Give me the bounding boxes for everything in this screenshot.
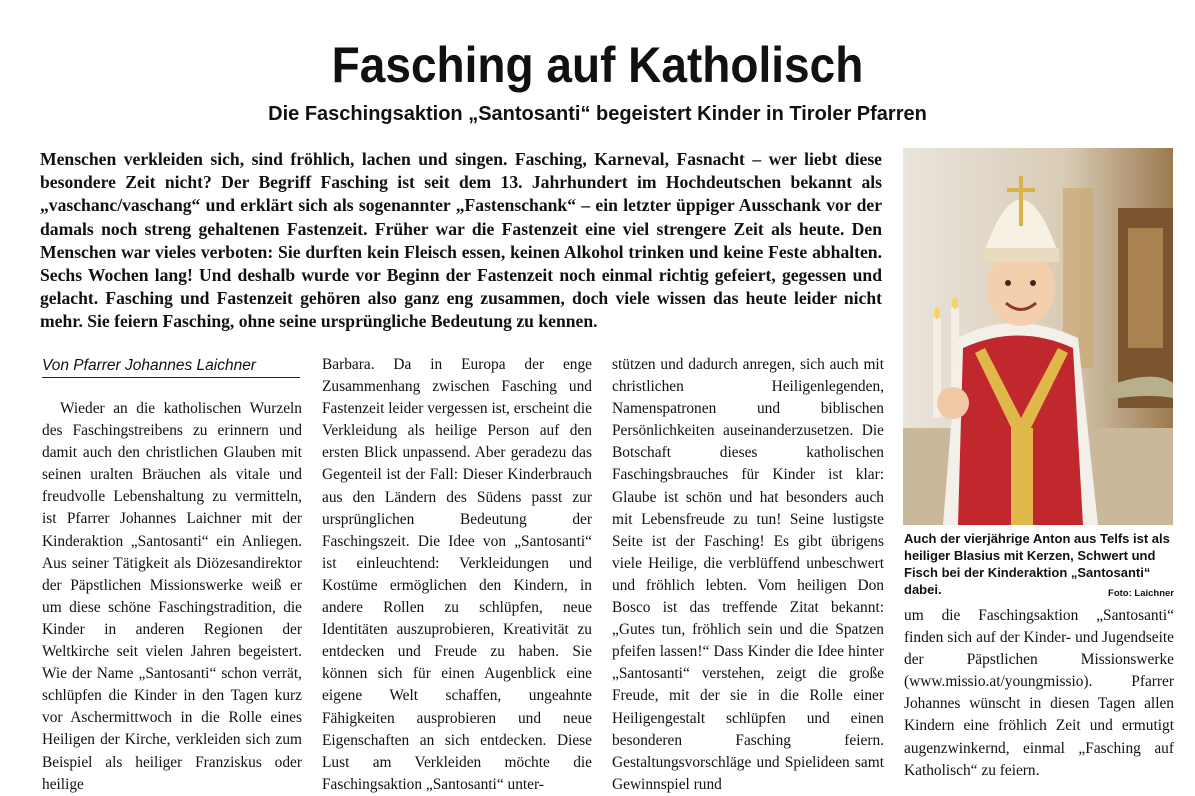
photo-caption-text: Auch der vierjährige Anton aus Telfs ist als heiliger Blasius mit Kerzen, Schwert und Fisch bei der Kinderaktion „Santosanti“ dabei.: [904, 531, 1170, 597]
article-subheadline: Die Faschingsaktion „Santosanti“ begeistert Kinder in Tiroler Pfarren: [268, 103, 927, 125]
article-headline: Fasching auf Katholisch: [331, 37, 864, 93]
photo-caption: [904, 530, 1174, 602]
photo-child-bishop-costume-icon: [903, 148, 1173, 525]
article-column-2: Barbara. Da in Europa der enge Zusammenhang zwischen Fasching und Fastenzeit leider vergessen ist, erscheint die Verkleidung als heilige Person auf den ersten Blick unpassend. Aber geradezu das Gegenteil ist der Fall: Dieser Kinderbrauch aus den Ländern des Südens passt zur ursprünglichen Bedeutung der Faschingszeit. Die Idee von „Santosanti“ ist einleuchtend: Verkleidungen und Kostüme ermöglichen den Kindern, in andere Rollen zu schlüpfen, neue Identitäten auszuprobieren, Kreativität zu entdecken und Freude zu haben. Sie können sich für einen Augenblick eine eigene Welt schaffen, ungeahnte Fähigkeiten ausprobieren und neue Eigenschaften an sich entdecken. Diese Lust am Verkleiden möchte die Faschingsaktion „Santosanti“ unter-: [322, 356, 592, 793]
article-column-4: um die Faschingsaktion „Santosanti“ finden sich auf der Kinder- und Jugendseite der Päpstlichen Missionswerke (www.missio.at/youngmissio). Pfarrer Johannes wünscht in diesen Tagen allen Kindern eine fröhlich Zeit und ermutigt augenzwinkernd, einmal „Fasching auf Katholisch“ zu feiern.: [904, 607, 1174, 779]
byline: Von Pfarrer Johannes Laichner: [42, 357, 300, 378]
photo-credit: Foto: Laichner: [1108, 588, 1174, 599]
article-photo: [903, 148, 1173, 525]
article-column-3: stützen und dadurch anregen, sich auch mit christlichen Heiligenlegenden, Namenspatronen und biblischen Persönlichkeiten auseinanderzusetzen. Die Botschaft dieses katholischen Faschingsbrauches für Kinder ist klar: Glaube ist schön und hat besonders auch mit Lebensfreude zu tun! Seine lustigste Seite ist der Fasching! Es gibt übrigens viele Heilige, die verblüffend unbeschwert und fröhlich lebten. Vom heiligen Don Bosco ist das treffende Zitat bekannt: „Gutes tun, fröhlich sein und die Spatzen pfeifen lassen!“ Dass Kinder die Idee hinter „Santosanti“ verstehen, zeigt die große Freude, mit der sie in die Rolle einer Heiligengestalt schlüpfen und einen besonderen Fasching feiern. Gestaltungsvorschläge und Spielideen samt Gewinnspiel rund: [612, 356, 884, 793]
article-lead: Menschen verkleiden sich, sind fröhlich, lachen und singen. Fasching, Karneval, Fasnacht – wer liebt diese besondere Zeit nicht? Der Begriff Fasching ist seit dem 13. Jahrhundert im Hochdeutschen bekannt als „vaschanc/vaschang“ und erklärt sich als sogenannter „Fastenschank“ – ein letzter üppiger Ausschank vor der damals noch streng gehaltenen Fastenzeit. Früher war die Fastenzeit eine viel strengere Zeit als heute. Den Menschen war vieles verboten: Sie durften kein Fleisch essen, keinen Alkohol trinken und keine Feste abhalten. Sechs Wochen lang! Und deshalb wurde vor Beginn der Fastenzeit noch einmal richtig gefeiert, gegessen und gelacht. Fasching und Fastenzeit gehören also ganz eng zusammen, doch viele wissen das heute leider nicht mehr. Sie feiern Fasching, ohne seine ursprüngliche Bedeutung zu kennen.: [40, 149, 882, 332]
article-column-1: Wieder an die katholischen Wurzeln des Faschingstreibens zu erinnern und damit auch den christlichen Glauben mit seinen uralten Bräuchen als vitale und freudvolle Lebenshaltung zu vermitteln, ist Pfarrer Johannes Laichner mit der Kinderaktion „Santosanti“ ein Anliegen. Aus seiner Tätigkeit als Diözesandirektor der Päpstlichen Missionswerke weiß er um diese schöne Faschingstradition, die Kinder in anderen Regionen der Weltkirche seit vielen Jahren begeistert. Wie der Name „Santosanti“ schon verrät, schlüpfen die Kinder in den Tagen kurz vor Aschermittwoch in die Rolle eines Heiligen der Kirche, verkleiden sich zum Beispiel als heiliger Franziskus oder heilige: [42, 400, 302, 793]
